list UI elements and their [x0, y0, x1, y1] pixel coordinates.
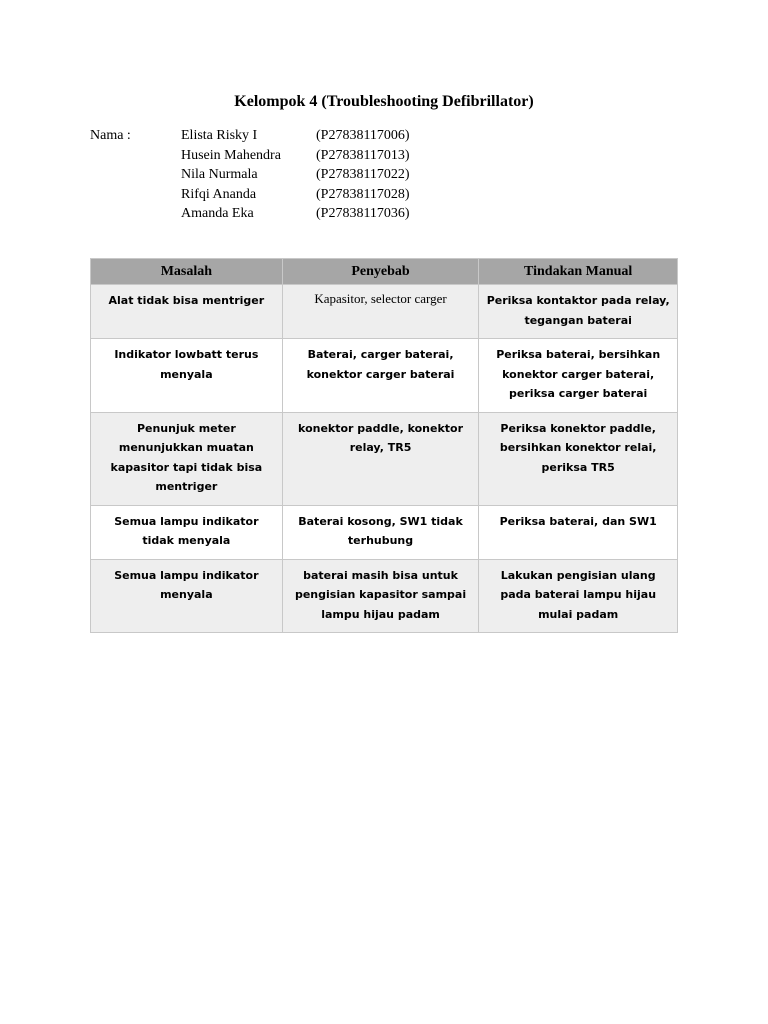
- table-header-row: [91, 259, 678, 285]
- cell-penyebab: Baterai, carger baterai, konektor carger baterai: [282, 339, 479, 413]
- cell-tindakan: Lakukan pengisian ulang pada baterai lampu hijau mulai padam: [479, 559, 678, 633]
- member-id: (P27838117006): [316, 128, 410, 143]
- member-row: [181, 185, 481, 205]
- member-id: (P27838117013): [316, 147, 410, 163]
- table-row: [91, 339, 678, 413]
- nama-label: Nama :: [90, 128, 131, 143]
- member-row: [181, 204, 481, 224]
- cell-tindakan: Periksa kontaktor pada relay, tegangan baterai: [479, 285, 678, 339]
- cell-masalah: Semua lampu indikator menyala: [91, 559, 283, 633]
- member-id: (P27838117036): [316, 206, 410, 221]
- cell-penyebab: baterai masih bisa untuk pengisian kapasitor sampai lampu hijau padam: [282, 559, 479, 633]
- document-title: Kelompok 4 (Troubleshooting Defibrillator): [234, 93, 534, 110]
- member-name: Rifqi Ananda: [181, 186, 257, 202]
- cell-penyebab: Kapasitor, selector carger: [282, 285, 479, 339]
- cell-masalah: Alat tidak bisa mentriger: [91, 285, 283, 339]
- header-masalah: Masalah: [91, 259, 283, 285]
- cell-masalah: Penunjuk meter menunjukkan muatan kapasitor tapi tidak bisa mentriger: [91, 412, 283, 505]
- member-row: [181, 146, 481, 166]
- member-id: (P27838117028): [316, 186, 410, 202]
- table-row: [91, 285, 678, 339]
- cell-masalah: Semua lampu indikator tidak menyala: [91, 505, 283, 559]
- table-row: [91, 559, 678, 633]
- member-list: [181, 126, 481, 224]
- cell-tindakan: Periksa konektor paddle, bersihkan konektor relai, periksa TR5: [479, 412, 678, 505]
- member-name: Husein Mahendra: [181, 147, 281, 163]
- member-row: [181, 165, 481, 185]
- member-name: Elista Risky I: [181, 128, 258, 143]
- member-id: (P27838117022): [316, 167, 410, 182]
- member-row: [181, 126, 481, 146]
- table-row: [91, 505, 678, 559]
- table-row: [91, 412, 678, 505]
- member-name: Nila Nurmala: [181, 167, 258, 182]
- header-penyebab: Penyebab: [282, 259, 479, 285]
- header-tindakan-manual: Tindakan Manual: [479, 259, 678, 285]
- cell-penyebab: Baterai kosong, SW1 tidak terhubung: [282, 505, 479, 559]
- cell-penyebab: konektor paddle, konektor relay, TR5: [282, 412, 479, 505]
- cell-tindakan: Periksa baterai, dan SW1: [479, 505, 678, 559]
- cell-tindakan: Periksa baterai, bersihkan konektor carger baterai, periksa carger baterai: [479, 339, 678, 413]
- member-name: Amanda Eka: [181, 206, 254, 221]
- cell-masalah: Indikator lowbatt terus menyala: [91, 339, 283, 413]
- troubleshooting-table: [90, 258, 678, 633]
